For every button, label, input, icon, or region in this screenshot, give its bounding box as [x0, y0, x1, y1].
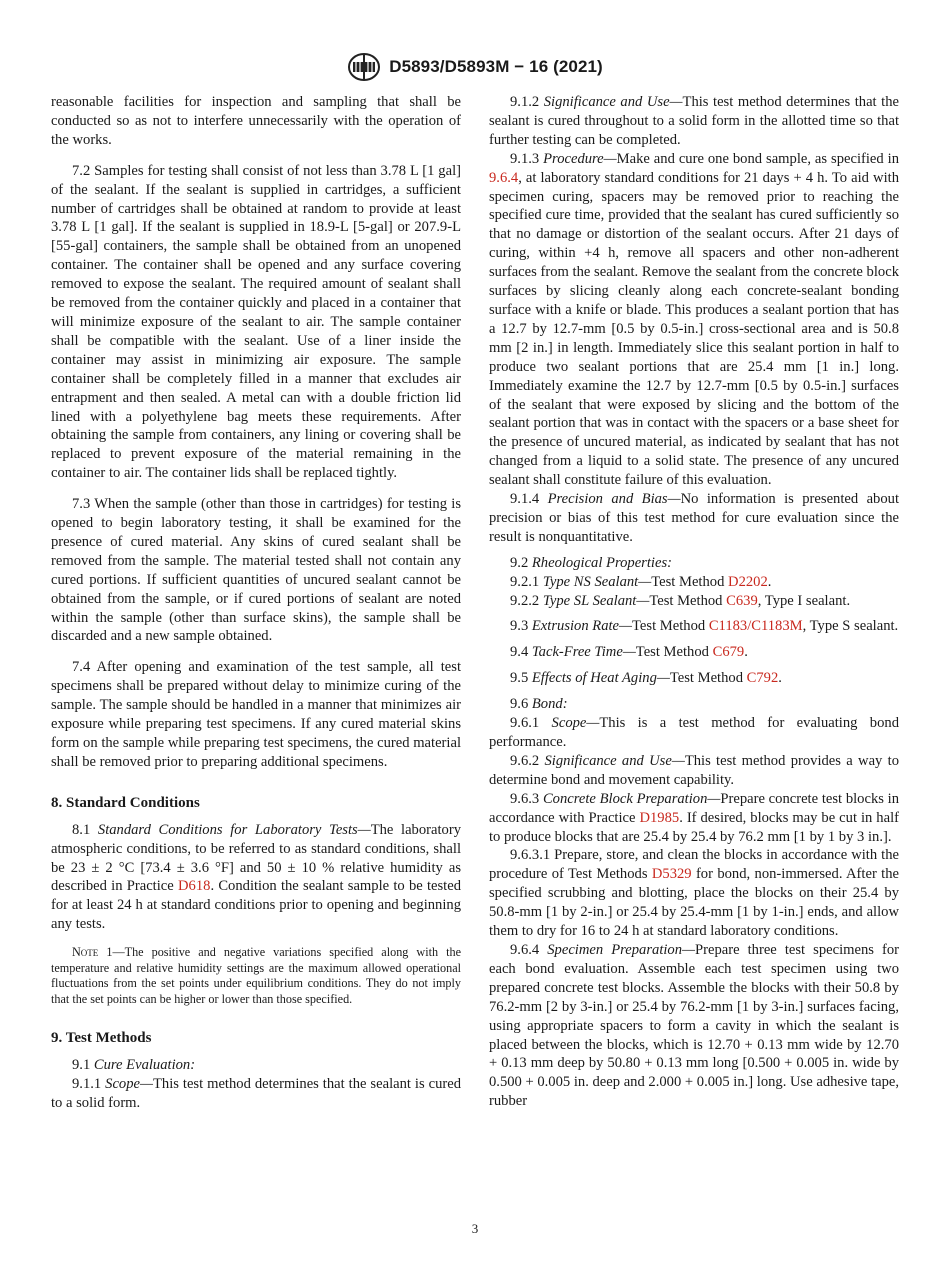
paragraph-9-6-3: 9.6.3 Concrete Block Preparation—Prepare concrete test blocks in accordance with Practice D1985. If desired, blocks may be cut in half to produce blocks that are 25.4 by 25.4 by 76.2 mm [1 by 1 by 3 in.]. [489, 790, 900, 845]
paragraph-8-1: 8.1 Standard Conditions for Laboratory Tests—The laboratory atmospheric conditions, to be referred to as standard conditions, shall be 23 ± 2 °C [73.4 ± 3.6 °F] and 50 ± 10 % relative humidity as described in Practice D618. Condition the sealant sample to be tested for at least 24 h at standard conditions prior to opening and beginning any tests. [51, 821, 462, 933]
right-column [489, 93, 899, 1111]
ref-c639-link[interactable]: C639 [726, 592, 758, 609]
ref-c1183-link[interactable]: C1183/C1183M [708, 618, 803, 635]
paragraph-continuation: reasonable facilities for inspection and sampling that shall be conducted so as not to interfere unnecessarily with the operation of the works. [51, 94, 461, 148]
document-designation: D5893/D5893M − 16 (2021) [389, 57, 603, 76]
paragraph-9-6-4: 9.6.4 Specimen Preparation—Prepare three test specimens for each bond evaluation. Assemble each test specimen using two prepared concrete test blocks. Assemble the blocks with their 50.8 by 76.2-mm [2 by 3-in.] or 25.4 by 76.2-mm [1 by 3-in.] surfaces facing, using appropriate spacers to form a cavity in which the sealant is placed between the blocks, which is 12.70 + 0.13 mm wide by 12.70 + 0.13 mm deep by 50.80 + 0.13 mm long [0.500 + 0.005 in. wide by 0.500 + 0.005 in. deep and 2.000 + 0.005 in.] long. Use adhesive tape, rubber [489, 941, 900, 1110]
astm-logo-icon [347, 52, 381, 82]
paragraph-9-1-2: 9.1.2 Significance and Use—This test method determines that the sealant is cured throughout to a solid form in the allotted time so that further testing can be completed. [489, 94, 899, 148]
ref-d2202-link[interactable]: D2202 [728, 573, 768, 590]
paragraph-9-4: 9.4 Tack-Free Time—Test Method C679. [510, 644, 748, 661]
paragraph-7-2: 7.2 Samples for testing shall consist of not less than 3.78 L [1 gal] of the sealant. If the sealant is supplied in cartridges, a sufficient number of cartridges shall be obtained at random to provide at least 3.78 L [1 gal]. If the sealant is supplied in 18.9-L [5-gal] or 207.9-L [55-gal] containers, the sample shall be obtained from an unopened container. The container shall be opened and any surface covering removed to expose the sealant. The required amount of sealant shall be removed from the container quickly and placed in a container that will minimize exposure of the sealant to air. The sample container shall be compatible with the sealant. Use of a liner inside the container may assist in minimizing air exposure. The sample container shall be completely filled in a manner that excludes air entrapment and then sealed. A metal can with a double friction lid lined with a polyethylene bag meets these requirements. After obtaining the sample from containers, any lining or covering shall be replaced to prevent exposure of the material remaining in the container to air. The container lids shall be replaced tightly. [51, 162, 461, 482]
paragraph-9-1: 9.1 Cure Evaluation: [72, 1057, 196, 1074]
paragraph-9-2-1: 9.2.1 Type NS Sealant—Test Method D2202. [510, 573, 772, 590]
ref-d1985-link[interactable]: D1985 [639, 809, 680, 826]
section-heading-8: 8. Standard Conditions [51, 794, 200, 811]
paragraph-9-6-2: 9.6.2 Significance and Use—This test method provides a way to determine bond and movement capability. [489, 752, 900, 788]
ref-9-6-4-link[interactable]: 9.6.4 [489, 169, 519, 186]
paragraph-9-1-4: 9.1.4 Precision and Bias—No information is presented about precision or bias of this test method for cure evaluation since the result is nonquantitative. [489, 491, 899, 545]
ref-c679-link[interactable]: C679 [712, 644, 745, 661]
paragraph-9-3: 9.3 Extrusion Rate—Test Method C1183/C1183M, Type S sealant. [510, 618, 899, 635]
page-header [0, 52, 950, 87]
paragraph-9-1-1: 9.1.1 Scope—This test method determines that the sealant is cured to a solid form. [51, 1075, 461, 1111]
paragraph-9-2: 9.2 Rheological Properties: [510, 554, 672, 571]
paragraph-9-6: 9.6 Bond: [510, 696, 568, 713]
left-column [51, 93, 461, 1113]
paragraph-9-5: 9.5 Effects of Heat Aging—Test Method C792. [510, 670, 782, 687]
note-1: Note 1—The positive and negative variations specified along with the temperature and relative humidity settings are the maximum allowed operational fluctuations from the set points under equilibrium conditions. They do not imply that the set points can be higher or lower than those specified. [51, 945, 462, 1006]
paragraph-7-3: 7.3 When the sample (other than those in cartridges) for testing is opened to begin laboratory testing, it shall be examined for the presence of cured material. Any skins of cured sealant shall be removed from the sample. The material tested shall not contain any cured portions. If sufficient quantities of uncured sealant cannot be obtained from the sample, or if cured portions of sealant are noted within the sample (other than surface skins), the sample shall be discarded and a new sample obtained. [51, 496, 461, 645]
ref-d5329-link[interactable]: D5329 [651, 866, 692, 883]
ref-d618-link[interactable]: D618 [178, 878, 211, 895]
paragraph-7-4: 7.4 After opening and examination of the test sample, all test specimens shall be prepared without delay to minimize curing of the sample. The sample should be handled in a manner that minimizes air exposure while preparing test specimens. If any cured material skins form on the sample while preparing test specimens, the cured material shall be removed prior to preparing additional specimens. [51, 659, 461, 770]
paragraph-9-2-2: 9.2.2 Type SL Sealant—Test Method C639, Type I sealant. [510, 592, 851, 609]
paragraph-9-6-1: 9.6.1 Scope—This is a test method for evaluating bond performance. [489, 715, 899, 750]
paragraph-9-1-3: 9.1.3 Procedure—Make and cure one bond sample, as specified in 9.6.4, at laboratory standard conditions for 21 days + 4 h. To aid with specimen curing, spacers may be removed prior to reaching the specified cure time, provided that the sealant has cured sufficiently so that no damage or distortion of the sealant occurs. After 21 days of curing, within +4 h, remove all spacers and other non-adherent surfaces from the sealant. Remove the sealant from the concrete block surfaces by slicing cleanly along each concrete-sealant bonding surface with a knife or blade. This produces a sealant portion that has a 12.7 by 12.7-mm [0.5 by 0.5-in.] cross-sectional area and is 50.8 mm [2 in.] in length. Immediately slice this sealant portion in half to produce two sealant portions that are 25.4 mm [1 in.] long. Immediately examine the 12.7 by 12.7-mm [0.5 by 0.5-in.] surfaces of the sealant that were exposed by slicing and the bottom of the sealant portion that was in contact with the spacers or a base sheet for the presence of uncured material, as indicated by sealant that has not changed from a liquid to a solid state. The presence of any uncured sealant shall constitute failure of this evaluation. [489, 150, 899, 489]
ref-c792-link[interactable]: C792 [746, 670, 779, 687]
section-heading-9: 9. Test Methods [51, 1030, 152, 1047]
page-number: 3 [471, 1221, 479, 1236]
paragraph-9-6-3-1: 9.6.3.1 Prepare, store, and clean the blocks in accordance with the procedure of Test Methods D5329 for bond, non-immersed. After the specified scrubbing and blotting, place the blocks on their 25.4 by 50.8-mm [1 by 2-in.] or 25.4 by 25.4-mm [1 by 1-in.] ends, and allow them to dry for 16 to 24 h at standard laboratory conditions. [489, 847, 900, 940]
